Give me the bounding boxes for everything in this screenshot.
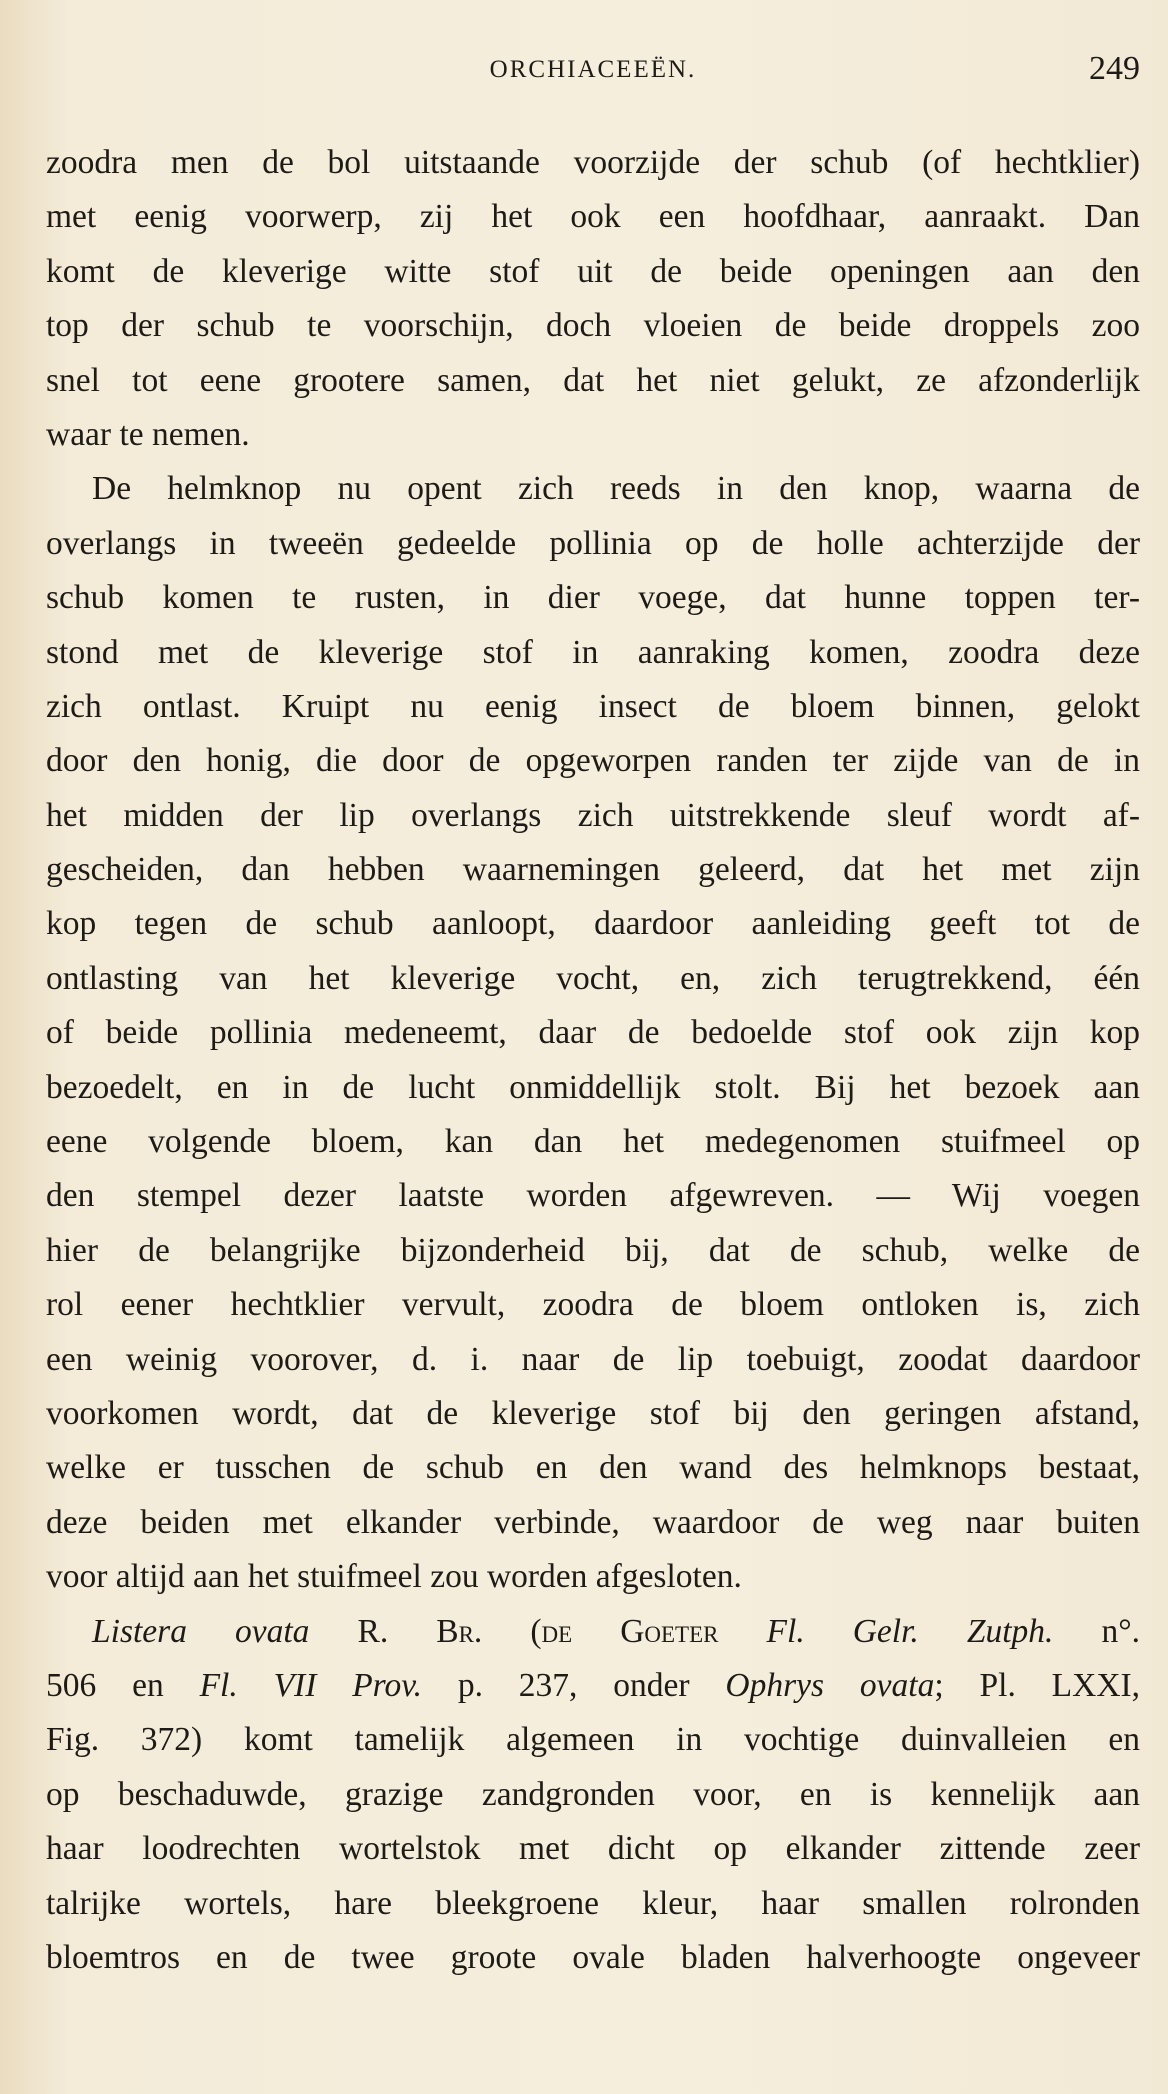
text-line: snel tot eene grootere samen, dat het niet gelukt, ze afzonderlijk bbox=[46, 361, 1140, 399]
text-line: hier de belangrijke bijzonderheid bij, dat de schub, welke de bbox=[46, 1231, 1140, 1269]
text-line: gescheiden, dan hebben waarnemingen geleerd, dat het met zijn bbox=[46, 851, 1140, 889]
text-line: eene volgende bloem, kan dan het medegenomen stuifmeel op bbox=[46, 1123, 1140, 1161]
text-line: zoodra men de bol uitstaande voorzijde der schub (of hechtklier) bbox=[46, 144, 1140, 181]
text-line: bloemtros en de twee groote ovale bladen halverhoogte ongeveer bbox=[46, 1938, 1140, 1976]
synonym-name: Ophrys ovata bbox=[725, 1666, 935, 1704]
text-line: welke er tusschen de schub en den wand des helmknops bestaat, bbox=[46, 1449, 1140, 1487]
text-line: zich ontlast. Kruipt nu eenig insect de bloem binnen, gelokt bbox=[46, 687, 1140, 725]
text-line: met eenig voorwerp, zij het ook een hoofdhaar, aanraakt. Dan bbox=[46, 198, 1140, 236]
text-line: top der schub te voorschijn, doch vloeien de beide droppels zoo bbox=[46, 307, 1140, 345]
text-line: waar te nemen. bbox=[46, 415, 250, 453]
reference-number: 506 en bbox=[46, 1666, 164, 1704]
text-line: Fig. 372) komt tamelijk algemeen in vochtige duinvalleien en bbox=[46, 1721, 1140, 1759]
text-line: of beide pollinia medeneemt, daar de bedoelde stof ook zijn kop bbox=[46, 1014, 1140, 1052]
body-text bbox=[46, 136, 1140, 1985]
paragraph-start-line: De helmknop nu opent zich reeds in den knop, waarna de bbox=[92, 470, 1140, 508]
running-title: ORCHIACEEËN. bbox=[489, 56, 697, 83]
reference-author: de Goeter bbox=[541, 1612, 719, 1650]
reference-work-2: Fl. VII Prov. bbox=[199, 1666, 422, 1704]
text-line: schub komen te rusten, in dier voege, dat hunne toppen ter- bbox=[46, 579, 1140, 617]
text-line: stond met de kleverige stof in aanraking komen, zoodra deze bbox=[46, 633, 1140, 671]
text-line: haar loodrechten wortelstok met dicht op elkander zittende zeer bbox=[46, 1830, 1140, 1868]
open-paren: ( bbox=[530, 1612, 542, 1650]
text-line: deze beiden met elkander verbinde, waardoor de weg naar buiten bbox=[46, 1503, 1140, 1541]
page-header bbox=[46, 50, 1140, 94]
reference-work: Fl. Gelr. Zutph. bbox=[766, 1612, 1054, 1650]
text-line: ontlasting van het kleverige vocht, en, zich terugtrekkend, één bbox=[46, 959, 1140, 997]
text-line: het midden der lip overlangs zich uitstrekkende sleuf wordt af- bbox=[46, 796, 1140, 834]
text-line: op beschaduwde, grazige zandgronden voor, en is kennelijk aan bbox=[46, 1775, 1140, 1813]
species-heading-line bbox=[46, 1605, 1140, 1659]
text-line: voorkomen wordt, dat de kleverige stof bij den geringen afstand, bbox=[46, 1394, 1140, 1432]
species-name: Listera ovata bbox=[92, 1612, 310, 1650]
text-line: komt de kleverige witte stof uit de beide openingen aan den bbox=[46, 252, 1140, 290]
reference-page: p. 237, onder bbox=[457, 1666, 690, 1704]
text-line: door den honig, die door de opgeworpen randen ter zijde van de in bbox=[46, 742, 1140, 780]
text-line: den stempel dezer laatste worden afgewreven. — Wij voegen bbox=[46, 1177, 1140, 1215]
text-line: bezoedelt, en in de lucht onmiddellijk stolt. Bij het bezoek aan bbox=[46, 1068, 1140, 1106]
species-author: R. Br. bbox=[357, 1612, 483, 1650]
plate-reference: ; Pl. LXXI, bbox=[934, 1666, 1140, 1704]
text-line: een weinig voorover, d. i. naar de lip toebuigt, zoodat daardoor bbox=[46, 1340, 1140, 1378]
text-line: kop tegen de schub aanloopt, daardoor aanleiding geeft tot de bbox=[46, 905, 1140, 943]
text-line: overlangs in tweeën gedeelde pollinia op de holle achterzijde der bbox=[46, 524, 1140, 562]
reference-line bbox=[46, 1659, 1140, 1713]
text-line: talrijke wortels, hare bleekgroene kleur, haar smallen rolronden bbox=[46, 1884, 1140, 1922]
text-line: rol eener hechtklier vervult, zoodra de bloem ontloken is, zich bbox=[46, 1286, 1140, 1324]
reference-number-label: n°. bbox=[1101, 1612, 1140, 1650]
text-line: voor altijd aan het stuifmeel zou worden afgesloten. bbox=[46, 1558, 742, 1596]
page-number: 249 bbox=[1089, 50, 1140, 87]
